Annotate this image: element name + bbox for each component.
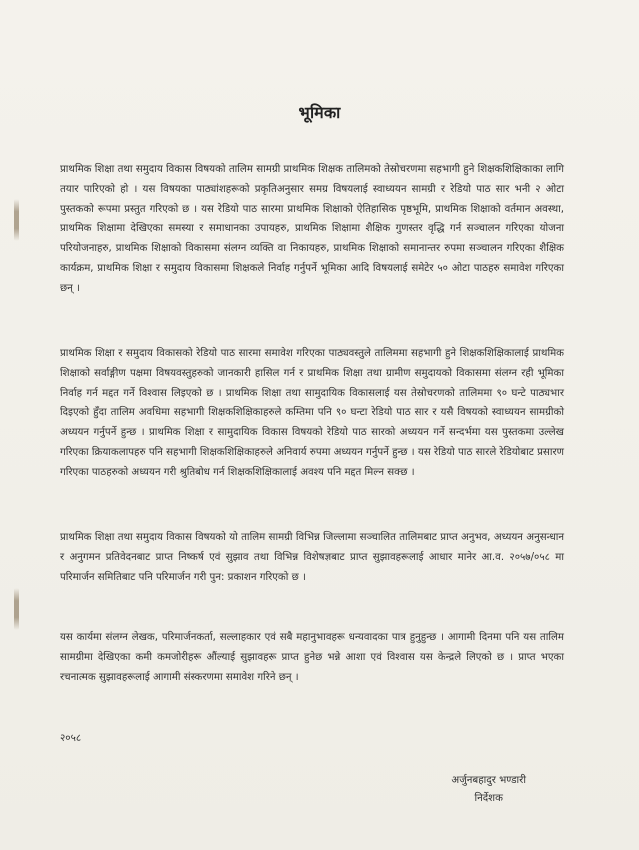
binding-hole-mark — [14, 588, 19, 630]
paragraph-intro: प्राथमिक शिक्षा तथा समुदाय विकास विषयको तालिम सामग्री प्राथमिक शिक्षक तालिमको तेस्रोचरणमा सहभागी हुने शिक्षकशिक्षिकाका लागि तयार पारिएको हो । यस विषयका पाठ्यांशहरूको प्रकृतिअनुसार समग्र विषयलाई स्वाध्ययन सामग्री र रेडियो पाठ सार भनी २ ओटा पुस्तकको रूपमा प्रस्तुत गरिएको छ । यस रेडियो पाठ सारमा प्राथमिक शिक्षाको ऐतिहासिक पृष्ठभूमि, प्राथमिक शिक्षाको वर्तमान अवस्था, प्राथमिक शिक्षामा देखिएका समस्या र समाधानका उपायहरु, प्राथमिक शिक्षामा शैक्षिक गुणस्तर वृद्धि गर्न सञ्चालन गरिएका योजना परियोजनाहरु, प्राथमिक शिक्षाको विकासमा संलग्न व्यक्ति वा निकायहरु, प्राथमिक शिक्षाको समानान्तर रुपमा सञ्चालन गरिएका शैक्षिक कार्यक्रम, प्राथमिक शिक्षा र समुदाय विकासमा शिक्षकले निर्वाह गर्नुपर्ने भूमिका आदि विषयलाई समेटेर ५० ओटा पाठहरु समावेश गरिएका छन् । — [60, 164, 564, 294]
signatory-name: अर्जुनबहादुर भण्डारी — [451, 775, 526, 786]
paragraph-acknowledgement: यस कार्यमा संलग्न लेखक, परिमार्जनकर्ता, सल्लाहकार एवं सबै महानुभावहरू धन्यवादका पात्र हुनुहुन्छ । आगामी दिनमा पनि यस तालिम सामग्रीमा देखिएका कमी कमजोरीहरू औंल्याई सुझावहरू प्राप्त हुनेछ भन्ने आशा एवं विश्वास यस केन्द्रले लिएको छ । प्राप्त भएका रचनात्मक सुझावहरूलाई आगामी संस्करणमा समावेश गरिने छन् । — [60, 632, 564, 683]
page-title: भूमिका — [298, 103, 341, 122]
publication-year: २०५८ — [60, 733, 82, 744]
binding-hole-mark — [14, 199, 19, 241]
paragraph-radio-content: प्राथमिक शिक्षा र समुदाय विकासको रेडियो पाठ सारमा समावेश गरिएका पाठ्यवस्तुले तालिममा सहभागी हुने शिक्षकशिक्षिकालाई प्राथमिक शिक्षाको सर्वाङ्गीण पक्षमा विषयवस्तुहरुको जानकारी हासिल गर्न र प्राथमिक शिक्षा तथा ग्रामीण समुदायको विकासमा संलग्न रही भूमिका निर्वाह गर्न मद्दत गर्ने विश्वास लिइएको छ । प्राथमिक शिक्षा तथा सामुदायिक विकासलाई यस तेस्रोचरणको तालिममा ९० घन्टे पाठ्यभार दिइएको हुँदा तालिम अवधिमा सहभागी शिक्षकशिक्षिकाहरुले कम्तिमा पनि ९० घन्टा रेडियो पाठ सार र यसै विषयको स्वाध्ययन सामग्रीको अध्ययन गर्नुपर्ने हुन्छ । प्राथमिक शिक्षा र सामुदायिक विकास विषयको रेडियो पाठ सारको अध्ययन गर्ने सन्दर्भमा यस पुस्तकमा उल्लेख गरिएका क्रियाकलापहरु पनि सहभागी शिक्षकशिक्षिकाहरुले अनिवार्य रुपमा अध्ययन गर्नुपर्ने हुन्छ । यस रेडियो पाठ सारले रेडियोबाट प्रसारण गरिएका पाठहरुको अध्ययन गरी श्रुतिबोध गर्न शिक्षकशिक्षिकालाई अवश्य पनि मद्दत मिल्न सक्छ । — [60, 348, 564, 478]
signatory-title: निर्देशक — [474, 793, 503, 804]
signature-block — [451, 772, 526, 808]
paragraph-revision: प्राथमिक शिक्षा तथा समुदाय विकास विषयको यो तालिम सामग्री विभिन्न जिल्लामा सञ्चालित तालिमबाट प्राप्त अनुभव, अध्ययन अनुसन्धान र अनुगमन प्रतिवेदनबाट प्राप्त निष्कर्ष एवं सुझाव तथा विभिन्न विशेषज्ञबाट प्राप्त सुझावहरूलाई आधार मानेर आ.व. २०५७/०५८ मा परिमार्जन समितिबाट पनि परिमार्जन गरी पुन: प्रकाशन गरिएको छ । — [60, 532, 564, 583]
